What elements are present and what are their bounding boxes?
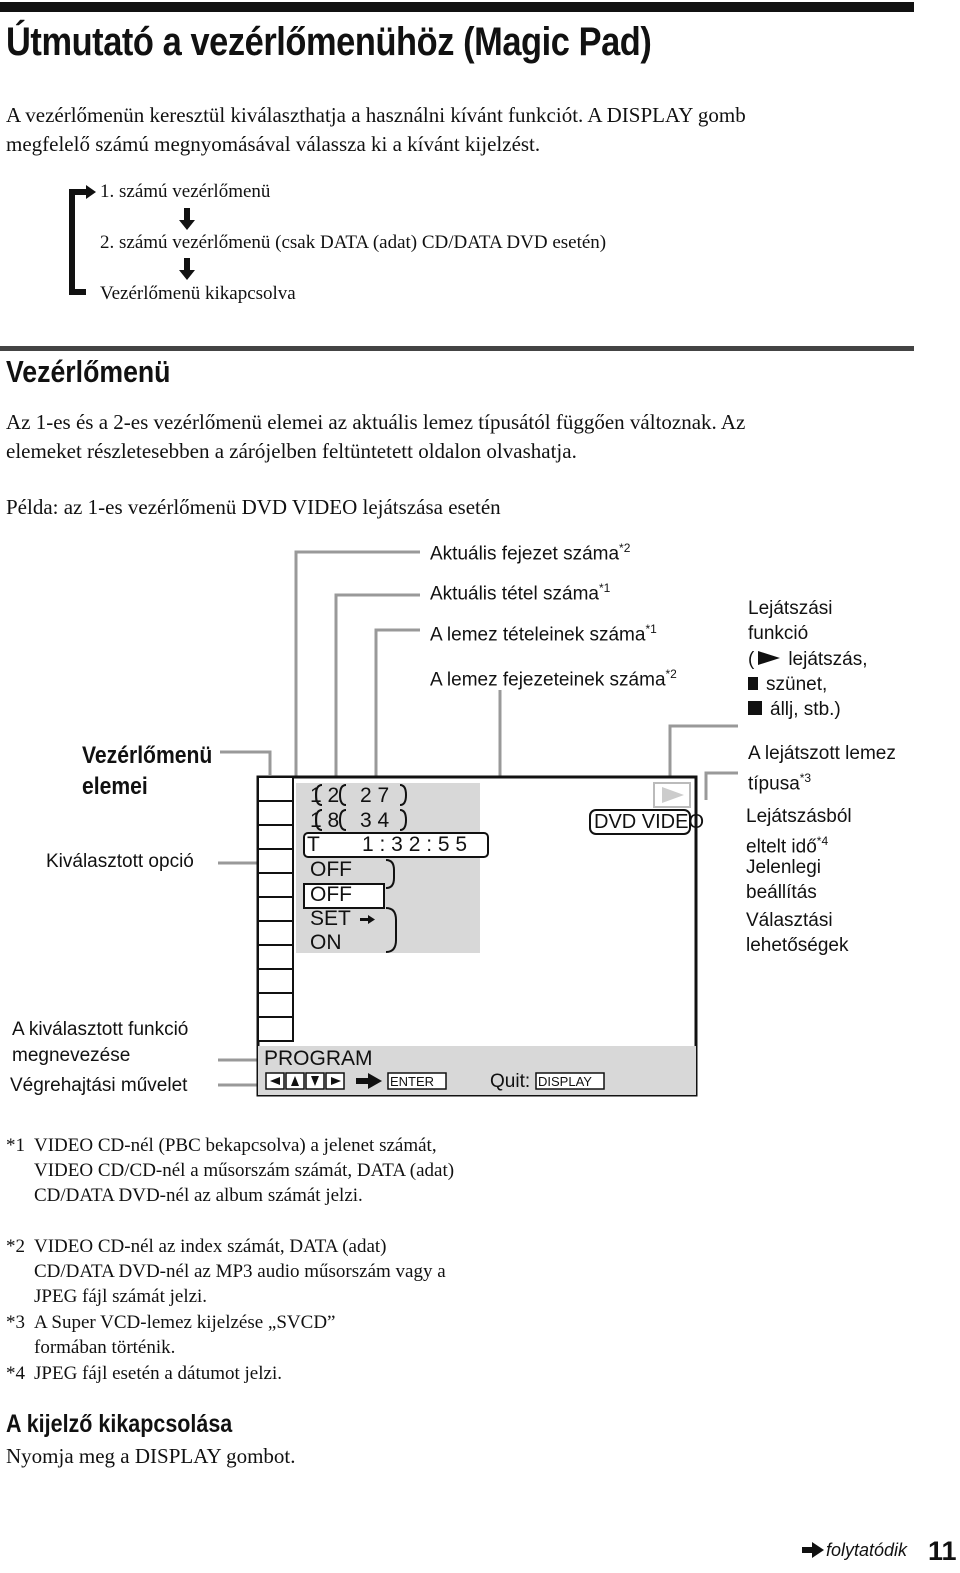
osd-option-2: OFF [310,883,352,906]
pause-icon [748,677,758,690]
callout-playback-3: ( lejátszás, [748,649,868,670]
callout-function-name-2: megnevezése [12,1045,131,1066]
continues-label: folytatódik [826,1540,908,1560]
section-rule [0,346,914,351]
osd-title-total: 2 7 [360,784,390,807]
example-caption: Példa: az 1-es vezérlőmenü DVD VIDEO lejátszása esetén [6,495,501,519]
callout-playback-4: szünet, [748,672,827,697]
top-rule [0,2,914,12]
callout-menu-items-2: elemei [82,773,148,800]
osd-chapter-total: 3 4 [360,809,390,832]
callout-playback-2: funkció [748,623,809,644]
section-text-2: elemeket részletesebben a zárójelben feltüntetett oldalon olvashatja. [6,439,577,463]
page-title: Útmutató a vezérlőmenühöz (Magic Pad) [6,20,652,64]
osd-enter-key: ENTER [390,1074,435,1089]
osd-quit-label: Quit: [490,1071,531,1092]
section-text-1: Az 1-es és a 2-es vezérlőmenü elemei az aktuális lemez típusától függően változnak. Az [6,410,746,434]
callout-title: Aktuális tétel száma$^{*1}$ [430,581,611,605]
callout-total-chapters: A lemez fejezeteinek száma$^{*2}$ [430,667,677,691]
osd-display-key: DISPLAY [538,1074,592,1089]
intro-line-1: A vezérlőmenün keresztül kiválaszthatja a használni kívánt funkciót. A DISPLAY gomb [6,103,746,127]
callout-current-setting-1: Jelenlegi [746,857,821,878]
callout-current-setting-2: beállítás [746,882,817,903]
callout-total-titles: A lemez tételeinek száma$^{*1}$ [430,622,657,646]
callout-menu-items-1: Vezérlőmenü [82,742,213,769]
osd-function-name: PROGRAM [264,1047,373,1070]
cycle-step-3: Vezérlőmenü kikapcsolva [100,283,296,304]
osd-chapter-current: 1 8 [310,809,340,832]
osd-disc-type: DVD VIDEO [594,811,705,833]
callout-elapsed-2: eltelt idő$^{*4}$ [746,834,829,858]
osd-option-1: OFF [310,858,352,881]
stop-icon [748,701,762,715]
callout-options-2: lehetőségek [746,935,849,956]
callout-chapter: Aktuális fejezet száma$^{*2}$ [430,541,631,565]
callout-playback-5: állj, stb.) [748,697,841,722]
osd-time-label: T [307,833,320,856]
section-title: Vezérlőmenü [6,354,171,389]
footnote-4: *4 JPEG fájl esetén a dátumot jelzi. [6,1363,282,1384]
display-off-text: Nyomja meg a DISPLAY gombot. [6,1444,296,1468]
footnote-3: *3 A Super VCD-lemez kijelzése „SVCD” formában történik. [6,1312,336,1358]
cycle-step-1: 1. számú vezérlőmenü [100,181,271,202]
intro-line-2: megfelelő számú megnyomásával válassza ki a kívánt kijelzést. [6,132,541,156]
footnote-1: *1 VIDEO CD-nél (PBC bekapcsolva) a jelenet számát, VIDEO CD/CD-nél a műsorszám számát, DATA (adat) CD/DATA DVD-nél az album számát jelzi. [6,1135,455,1206]
callout-playback-1: Lejátszási [748,598,833,619]
footnote-2: *2 VIDEO CD-nél az index számát, DATA (adat) CD/DATA DVD-nél az MP3 audio műsorszám vagy a JPEG fájl számát jelzi. [6,1236,446,1307]
callout-disc-type-1: A lejátszott lemez [748,743,896,764]
display-off-title: A kijelző kikapcsolása [6,1410,233,1438]
osd-option-4: ON [310,931,342,954]
callout-function-name-1: A kiválasztott funkció [12,1019,189,1040]
callout-options-1: Választási [746,910,833,931]
callout-disc-type-2: típusa$^{*3}$ [748,771,812,795]
play-icon [758,651,780,665]
osd-elapsed-time: 1 : 3 2 : 5 5 [362,833,468,856]
page-number: 11 [928,1536,957,1566]
osd-option-3: SET [310,907,351,930]
cycle-step-2: 2. számú vezérlőmenü (csak DATA (adat) CD/DATA DVD esetén) [100,232,607,253]
callout-selected-option: Kiválasztott opció [46,851,194,872]
callout-operation: Végrehajtási művelet [10,1075,188,1096]
continues-arrow-icon [802,1542,826,1563]
callout-elapsed-1: Lejátszásból [746,806,852,827]
osd-title-current: 1 2 [310,784,340,807]
